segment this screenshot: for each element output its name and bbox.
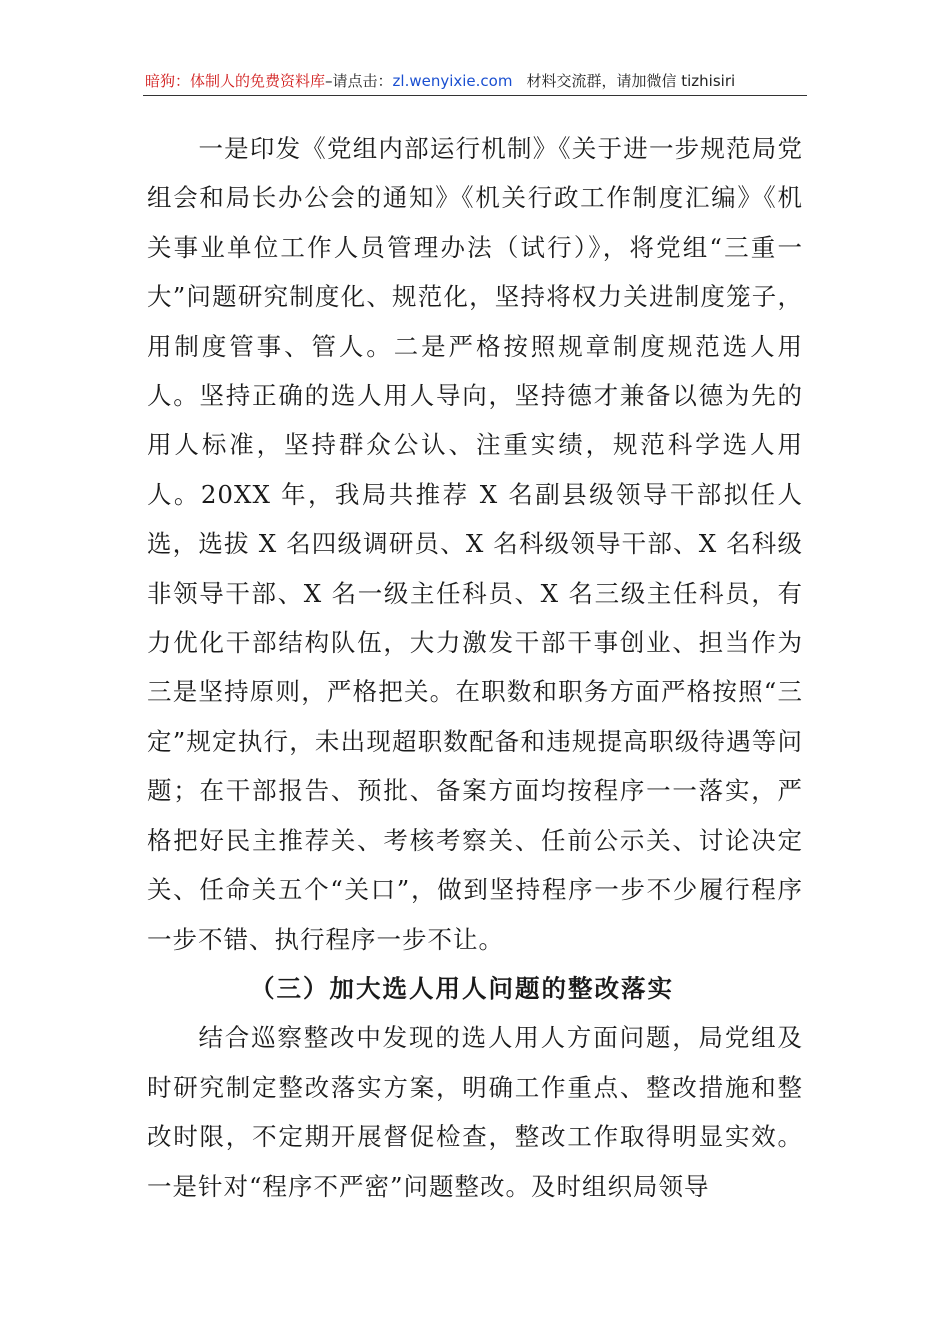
wechat-group-note: 材料交流群，请加微信 tizhisiri — [526, 72, 736, 90]
document-body — [147, 124, 803, 1211]
brand-text: 暗狗：体制人的免费资料库 — [145, 72, 326, 90]
section-heading: （三）加大选人用人问题的整改落实 — [250, 973, 674, 1003]
watermark-header — [145, 68, 805, 94]
header-divider — [143, 95, 807, 96]
click-prompt: –请点击： — [325, 72, 393, 90]
body-paragraph: 一是印发《党组内部运行机制》《关于进一步规范局党组会和局长办公会的通知》《机关行政工作制度汇编》《机关事业单位工作人员管理办法（试行）》，将党组“三重一大”问题研究制度化、规范化，坚持将权力关进制度笼子，用制度管事、管人。二是严格按照规章制度规范选人用人。坚持正确的选人用人导向，坚持德才兼备以德为先的用人标准，坚持群众公认、注重实绩，规范科学选人用人。20XX 年，我局共推荐 X 名副县级领导干部拟任人选，选拔 X 名四级调研员、X 名科级领导干部、X 名科级非领导干部、X 名一级主任科员、X 名三级主任科员，有力优化干部结构队伍，大力激发干部干事创业、担当作为三是坚持原则，严格把关。在职数和职务方面严格按照“三定”规定执行，未出现超职数配备和违规提高职级待遇等问题；在干部报告、预批、备案方面均按程序一一落实，严格把好民主推荐关、考核考察关、任前公示关、讨论决定关、任命关五个“关口”，做到坚持程序一步不少履行程序一步不错、执行程序一步不让。 — [147, 134, 803, 954]
body-paragraph: 结合巡察整改中发现的选人用人方面问题，局党组及时研究制定整改落实方案，明确工作重点、整改措施和整改时限，不定期开展督促检查，整改工作取得明显实效。一是针对“程序不严密”问题整改。及时组织局领导 — [147, 1023, 803, 1201]
site-link[interactable]: zl.wenyixie.com — [392, 72, 513, 90]
